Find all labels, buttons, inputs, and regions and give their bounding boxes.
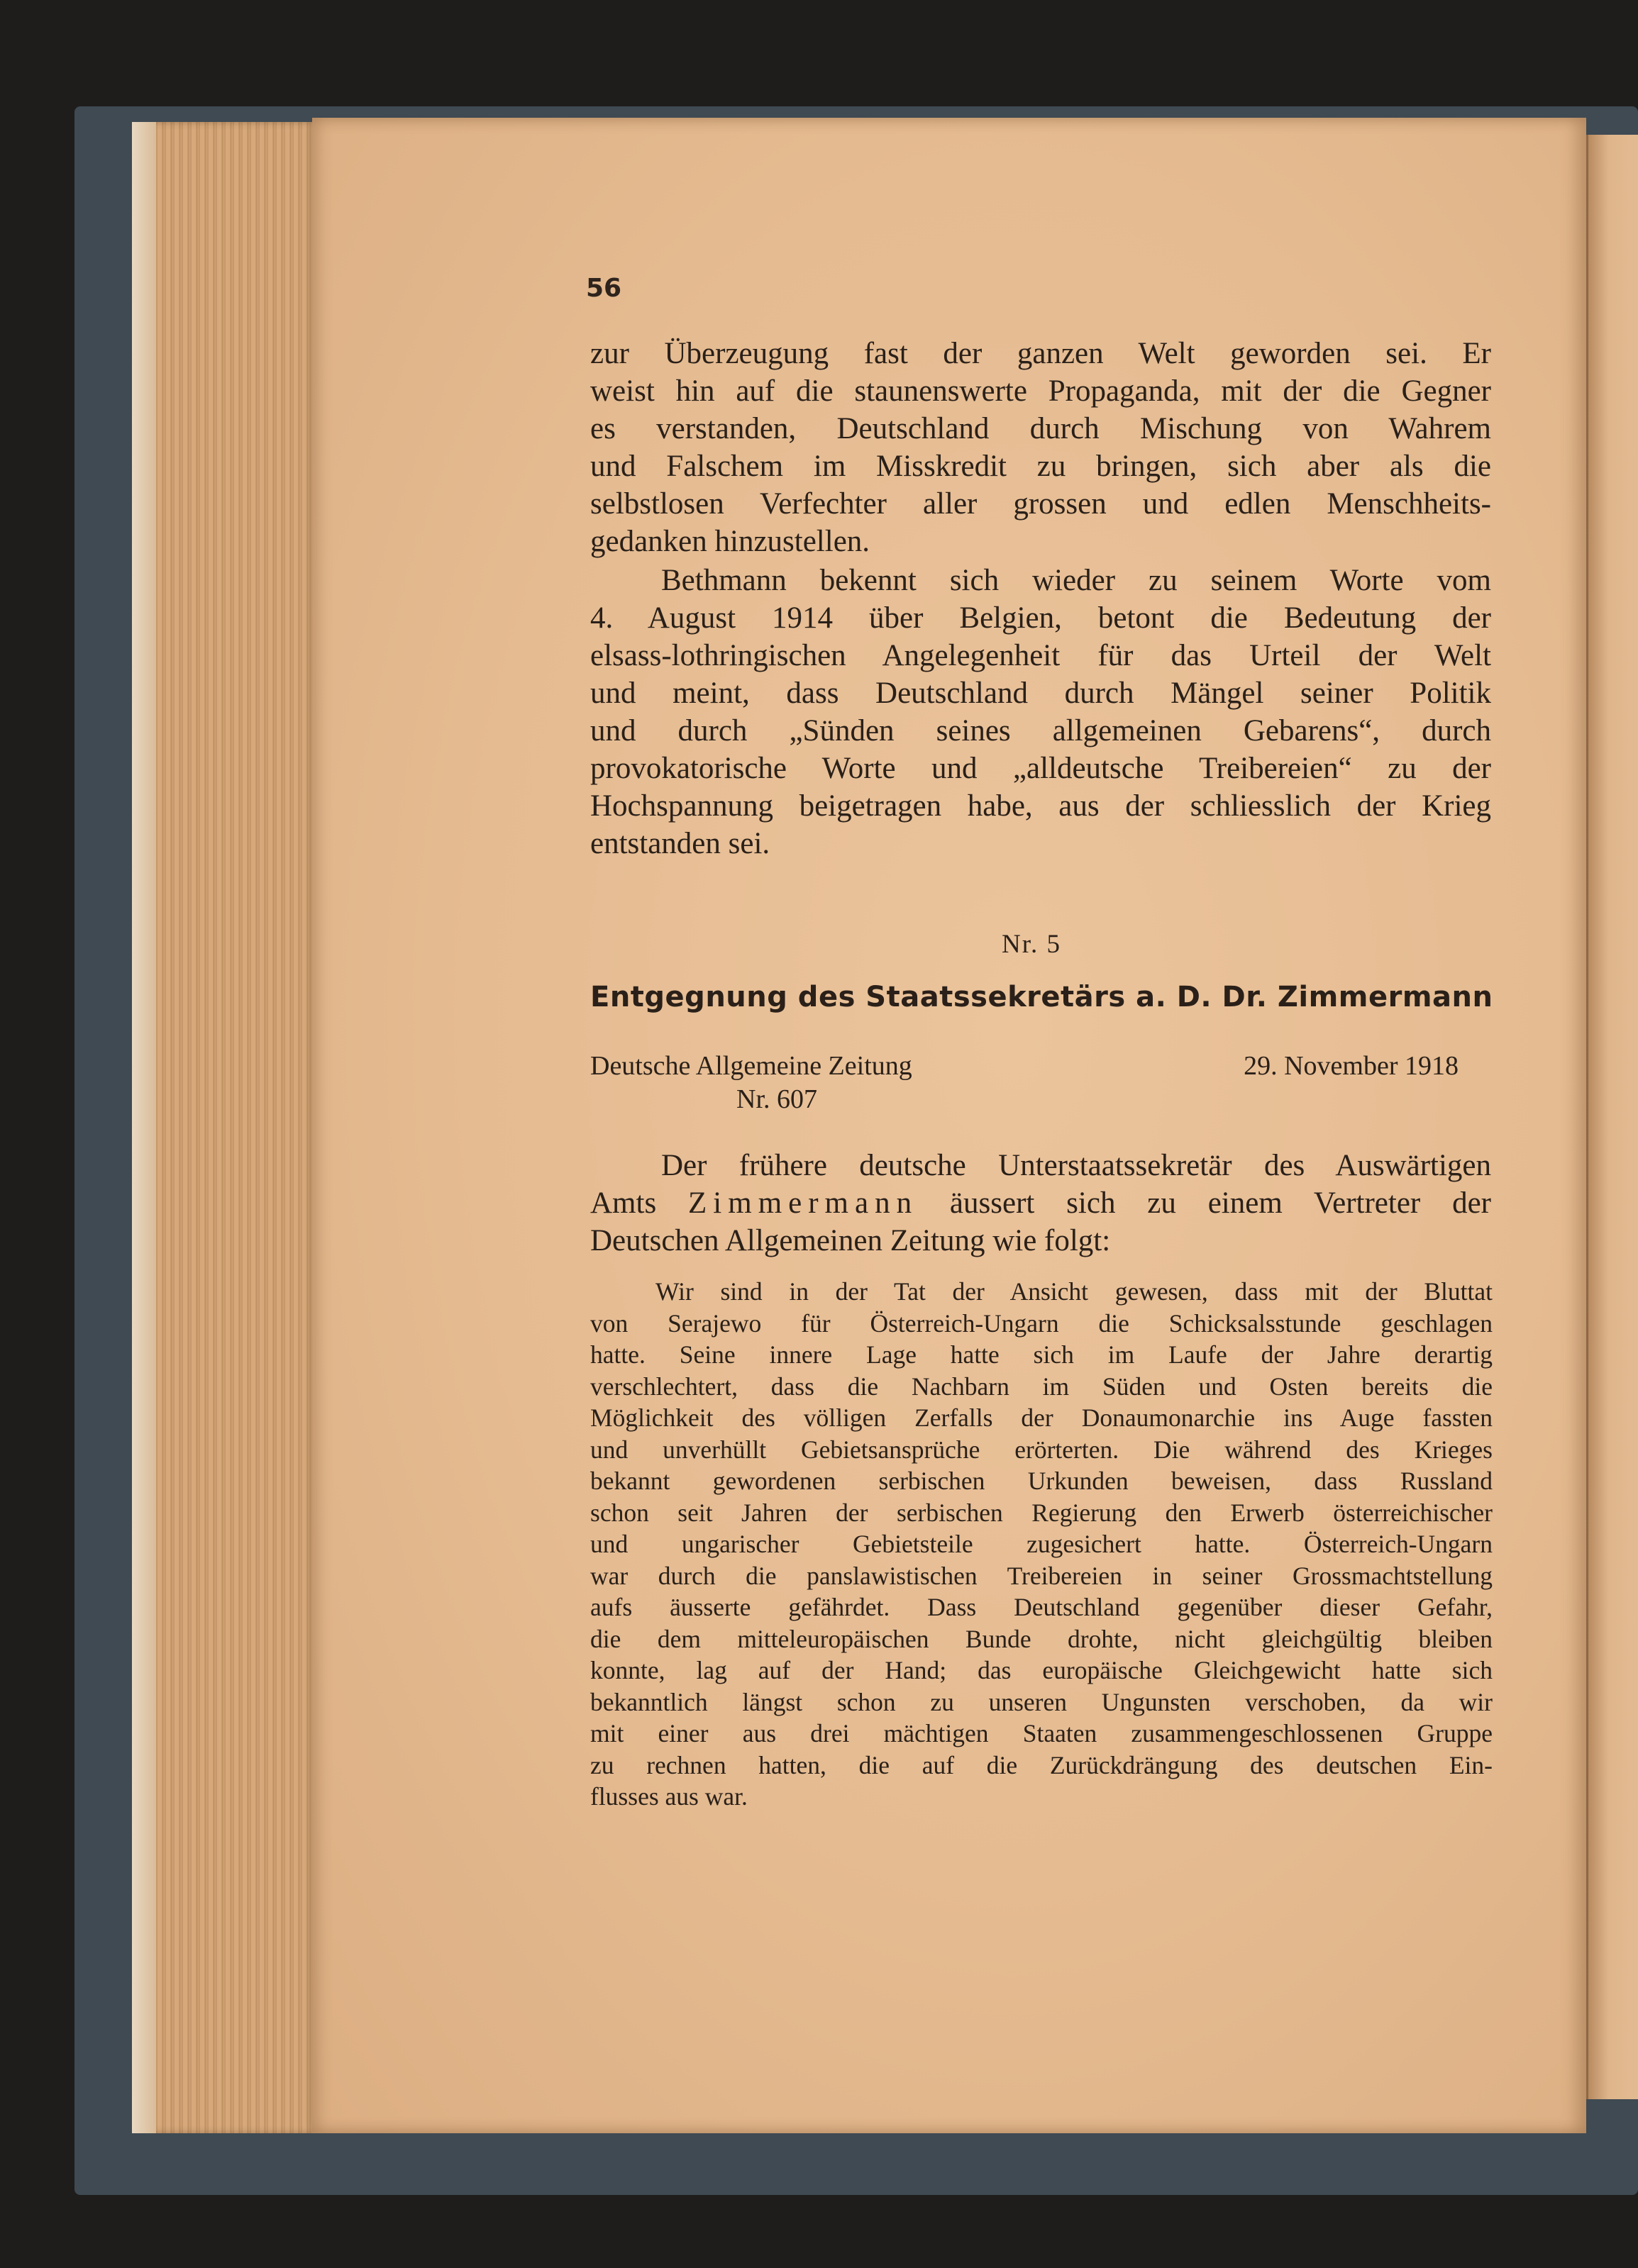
text-line: und meint, dass Deutschland durch Mängel seiner Politik xyxy=(590,677,1491,710)
text-line: Der frühere deutsche Unterstaatssekretär des Auswärtigen xyxy=(661,1149,1491,1182)
page-edges xyxy=(132,122,316,2133)
text-line: elsass-lothringischen Angelegenheit für das Urteil der Welt xyxy=(590,639,1491,672)
text-line: zur Überzeugung fast der ganzen Welt geworden sei. Er xyxy=(590,337,1491,370)
quote-line: verschlechtert, dass die Nachbarn im Süden und Osten bereits die xyxy=(590,1372,1493,1401)
source-publication: Deutsche Allgemeine Zeitung xyxy=(590,1051,912,1081)
quote-line: konnte, lag auf der Hand; das europäische Gleichgewicht hatte sich xyxy=(590,1656,1493,1684)
quote-line: flusses aus war. xyxy=(590,1782,748,1811)
paragraph-1 xyxy=(590,335,1491,560)
text-line: provokatorische Worte und „alldeutsche Treibereien“ zu der xyxy=(590,752,1491,785)
quote-line: Wir sind in der Tat der Ansicht gewesen, dass mit der Bluttat xyxy=(655,1277,1493,1306)
text-line: gedanken hinzustellen. xyxy=(590,525,870,558)
quote-line: und ungarischer Gebietsteile zugesichert hatte. Österreich-Ungarn xyxy=(590,1530,1493,1558)
document-heading: Entgegnung des Staatssekretärs a. D. Dr. Zimmermann xyxy=(590,981,1493,1013)
page-number: 56 xyxy=(586,274,622,303)
quote-line: und unverhüllt Gebietsansprüche erörterten. Die während des Krieges xyxy=(590,1435,1493,1464)
paragraph-2 xyxy=(590,562,1491,862)
quote-line: hatte. Seine innere Lage hatte sich im Laufe der Jahre derartig xyxy=(590,1340,1493,1369)
quote-line: die dem mitteleuropäischen Bunde drohte, nicht gleichgültig bleiben xyxy=(590,1624,1493,1653)
text-line xyxy=(590,1184,1491,1222)
source-issue: Nr. 607 xyxy=(736,1084,817,1114)
text-line: Bethmann bekennt sich wieder zu seinem Worte vom xyxy=(661,564,1491,597)
text-line: Deutschen Allgemeinen Zeitung wie folgt: xyxy=(590,1224,1111,1257)
text-fragment: äussert sich zu einem Vertreter der xyxy=(918,1186,1491,1220)
text-line: selbstlosen Verfechter aller grossen und edlen Menschheits- xyxy=(590,487,1491,521)
quote-line: zu rechnen hatten, die auf die Zurückdrängung des deutschen Ein- xyxy=(590,1750,1493,1779)
quote-line: Möglichkeit des völligen Zerfalls der Donaumonarchie ins Auge fassten xyxy=(590,1403,1493,1432)
quote-line: bekanntlich längst schon zu unseren Ungunsten verschoben, da wir xyxy=(590,1687,1493,1716)
source-date: 29. November 1918 xyxy=(1244,1051,1459,1081)
text-line: 4. August 1914 über Belgien, betont die Bedeutung der xyxy=(590,601,1491,635)
text-fragment: Amts xyxy=(590,1186,689,1220)
quote-line: bekannt gewordenen serbischen Urkunden beweisen, dass Russland xyxy=(590,1467,1493,1495)
text-line: und durch „Sünden seines allgemeinen Gebarens“, durch xyxy=(590,714,1491,747)
document-number: Nr. 5 xyxy=(1002,930,1061,959)
facing-page-edge xyxy=(1586,135,1638,2099)
quote-line: schon seit Jahren der serbischen Regierung den Erwerb österreichischer xyxy=(590,1498,1493,1527)
text-line: und Falschem im Misskredit zu bringen, sich aber als die xyxy=(590,450,1491,483)
text-line: entstanden sei. xyxy=(590,827,770,860)
text-line: es verstanden, Deutschland durch Mischung von Wahrem xyxy=(590,412,1491,445)
quotation xyxy=(590,1276,1493,1813)
text-line: Hochspannung beigetragen habe, aus der schliesslich der Krieg xyxy=(590,789,1491,823)
quote-line: von Serajewo für Österreich-Ungarn die Schicksalsstunde geschlagen xyxy=(590,1308,1493,1338)
text-line: weist hin auf die staunenswerte Propaganda, mit der die Gegner xyxy=(590,374,1491,408)
quote-line: war durch die panslawistischen Treibereien in seiner Grossmachtstellung xyxy=(590,1561,1493,1590)
spaced-name: Zimmermann xyxy=(688,1186,919,1220)
quote-line: mit einer aus drei mächtigen Staaten zusammengeschlossenen Gruppe xyxy=(590,1719,1493,1747)
paragraph-3 xyxy=(590,1147,1491,1260)
quote-line: aufs äusserte gefährdet. Dass Deutschland gegenüber dieser Gefahr, xyxy=(590,1593,1493,1621)
